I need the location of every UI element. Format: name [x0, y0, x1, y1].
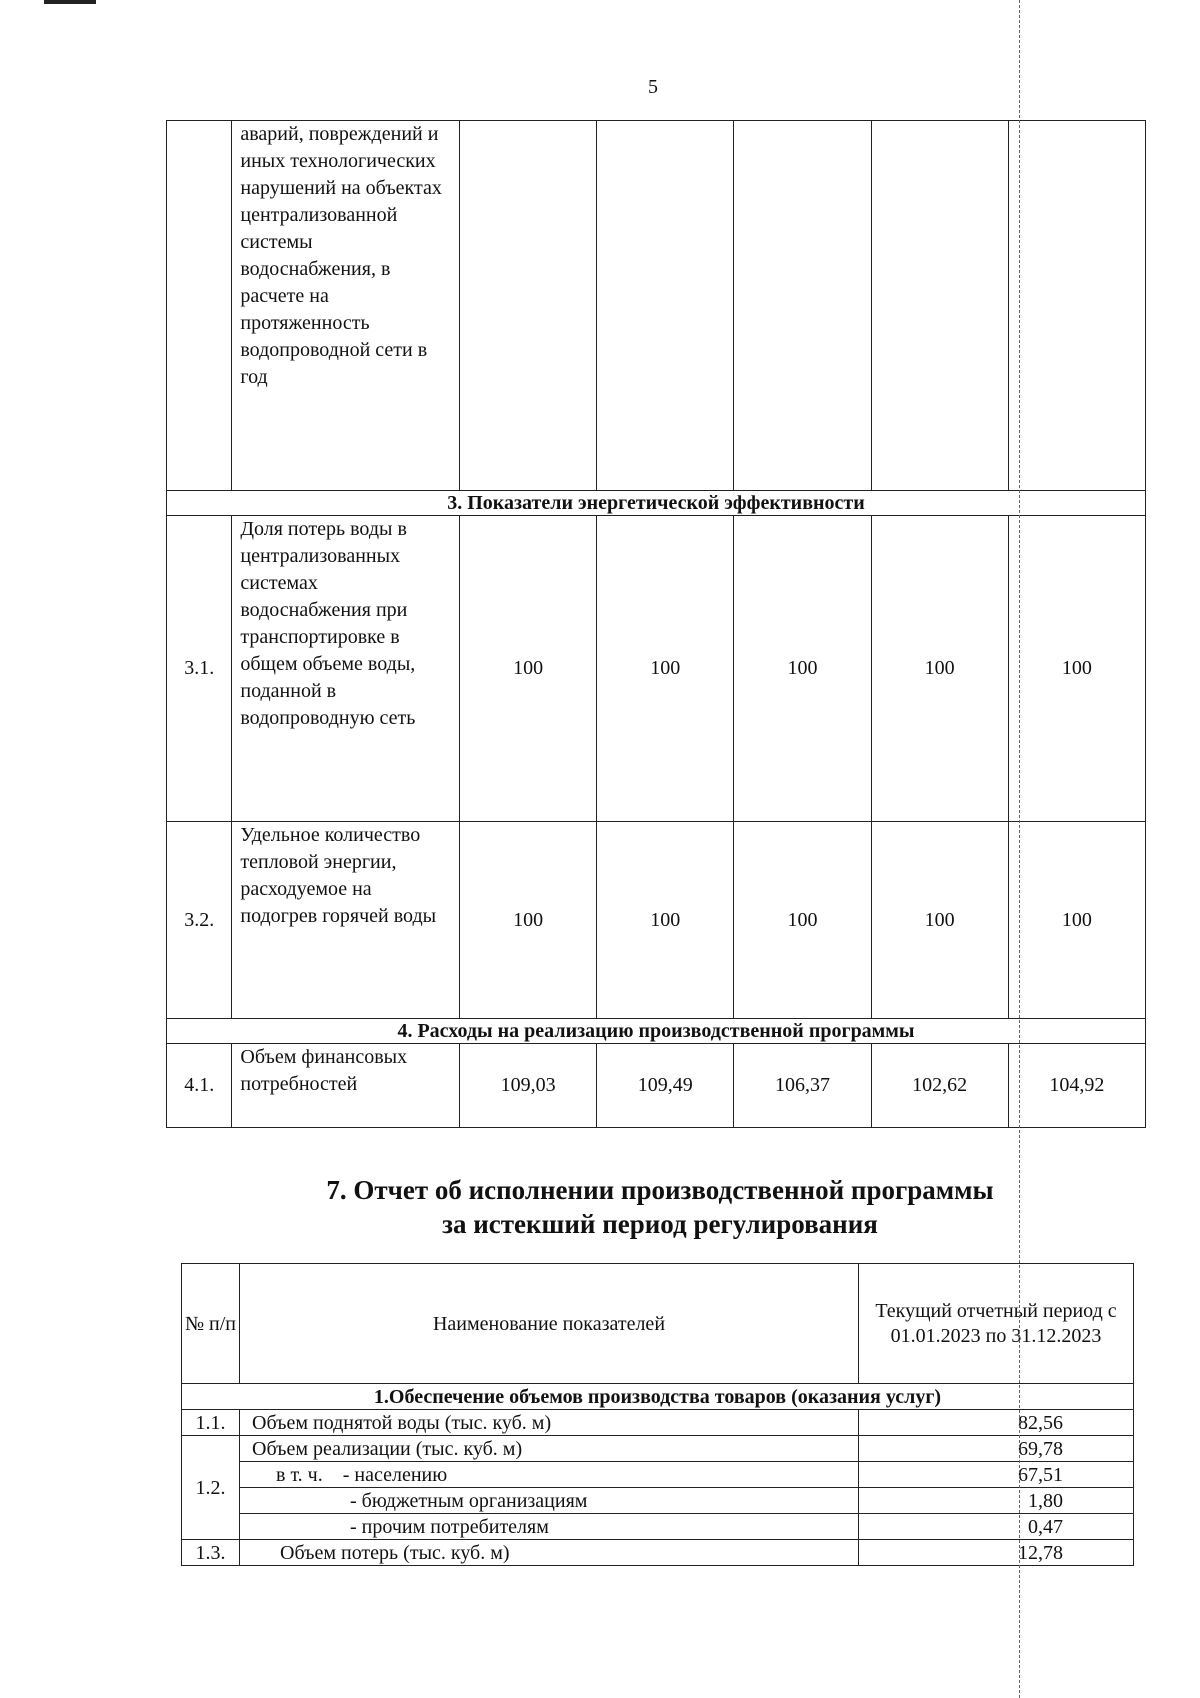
table-row: [182, 1540, 1134, 1566]
row-number: 3.1.: [167, 516, 232, 822]
value-cell: 100: [459, 822, 596, 1019]
section-row: [182, 1384, 1134, 1410]
table-row: [182, 1488, 1134, 1514]
value-cell: 100: [597, 822, 734, 1019]
indicator-name: Объем поднятой воды (тыс. куб. м): [240, 1410, 859, 1436]
table-row: [167, 1044, 1146, 1128]
section-row: [167, 491, 1146, 516]
indicator-name: аварий, повреждений и иных технологических нарушений на объектах централизованной системы водоснабжения, в расчете на протяженность водопроводной сети в год: [232, 121, 460, 491]
value-cell: 100: [734, 516, 871, 822]
header-name: Наименование показателей: [240, 1264, 859, 1384]
indicators-table: [166, 120, 1146, 1128]
row-number: 1.3.: [182, 1540, 240, 1566]
value-cell: 100: [871, 516, 1008, 822]
header-period: Текущий отчетный период с 01.01.2023 по 31.12.2023: [859, 1264, 1134, 1384]
indicator-name: - прочим потребителям: [240, 1514, 859, 1540]
section-7-heading: [240, 1173, 1080, 1241]
value-cell: 106,37: [734, 1044, 871, 1128]
header-number: № п/п: [182, 1264, 240, 1384]
value-cell: 82,56: [859, 1410, 1134, 1436]
value-cell: [459, 121, 596, 491]
value-cell: [1008, 121, 1145, 491]
value-cell: [734, 121, 871, 491]
value-cell: 100: [871, 822, 1008, 1019]
section-title: 1.Обеспечение объемов производства товаров (оказания услуг): [182, 1384, 1134, 1410]
value-cell: 1,80: [859, 1488, 1134, 1514]
section-title: 3. Показатели энергетической эффективности: [167, 491, 1146, 516]
value-cell: 104,92: [1008, 1044, 1145, 1128]
report-table: [181, 1263, 1134, 1566]
table-row: [167, 822, 1146, 1019]
row-number: 3.2.: [167, 822, 232, 1019]
table-row: [167, 516, 1146, 822]
table-row: [182, 1436, 1134, 1462]
indicator-name: Объем потерь (тыс. куб. м): [240, 1540, 859, 1566]
indicator-name: Объем финансовых потребностей: [232, 1044, 460, 1128]
value-cell: 109,03: [459, 1044, 596, 1128]
row-number: 4.1.: [167, 1044, 232, 1128]
heading-line-1: 7. Отчет об исполнении производственной программы: [326, 1175, 994, 1205]
indicator-name: - бюджетным организациям: [240, 1488, 859, 1514]
value-cell: 100: [1008, 822, 1145, 1019]
scan-artifact-mark: [44, 0, 96, 4]
page-number: 5: [648, 76, 658, 98]
indicator-name: в т. ч. - населению: [240, 1462, 859, 1488]
value-cell: [597, 121, 734, 491]
table-row: [182, 1514, 1134, 1540]
heading-line-2: за истекший период регулирования: [442, 1209, 878, 1239]
value-cell: 100: [734, 822, 871, 1019]
value-cell: 109,49: [597, 1044, 734, 1128]
value-cell: [871, 121, 1008, 491]
indicator-name: Удельное количество тепловой энергии, расходуемое на подогрев горячей воды: [232, 822, 460, 1019]
table-row: [182, 1462, 1134, 1488]
value-cell: 67,51: [859, 1462, 1134, 1488]
value-cell: 12,78: [859, 1540, 1134, 1566]
value-cell: 100: [597, 516, 734, 822]
row-number: [167, 121, 232, 491]
indicator-name: Объем реализации (тыс. куб. м): [240, 1436, 859, 1462]
section-row: [167, 1019, 1146, 1044]
indicator-name: Доля потерь воды в централизованных системах водоснабжения при транспортировке в общем объеме воды, поданной в водопроводную сеть: [232, 516, 460, 822]
value-cell: 100: [1008, 516, 1145, 822]
section-title: 4. Расходы на реализацию производственной программы: [167, 1019, 1146, 1044]
scan-fold-line: [1019, 0, 1021, 1698]
table-row: [182, 1410, 1134, 1436]
value-cell: 100: [459, 516, 596, 822]
row-number: 1.1.: [182, 1410, 240, 1436]
table-row: [167, 121, 1146, 491]
value-cell: 102,62: [871, 1044, 1008, 1128]
row-number: 1.2.: [182, 1436, 240, 1540]
value-cell: 0,47: [859, 1514, 1134, 1540]
value-cell: 69,78: [859, 1436, 1134, 1462]
header-row: [182, 1264, 1134, 1384]
